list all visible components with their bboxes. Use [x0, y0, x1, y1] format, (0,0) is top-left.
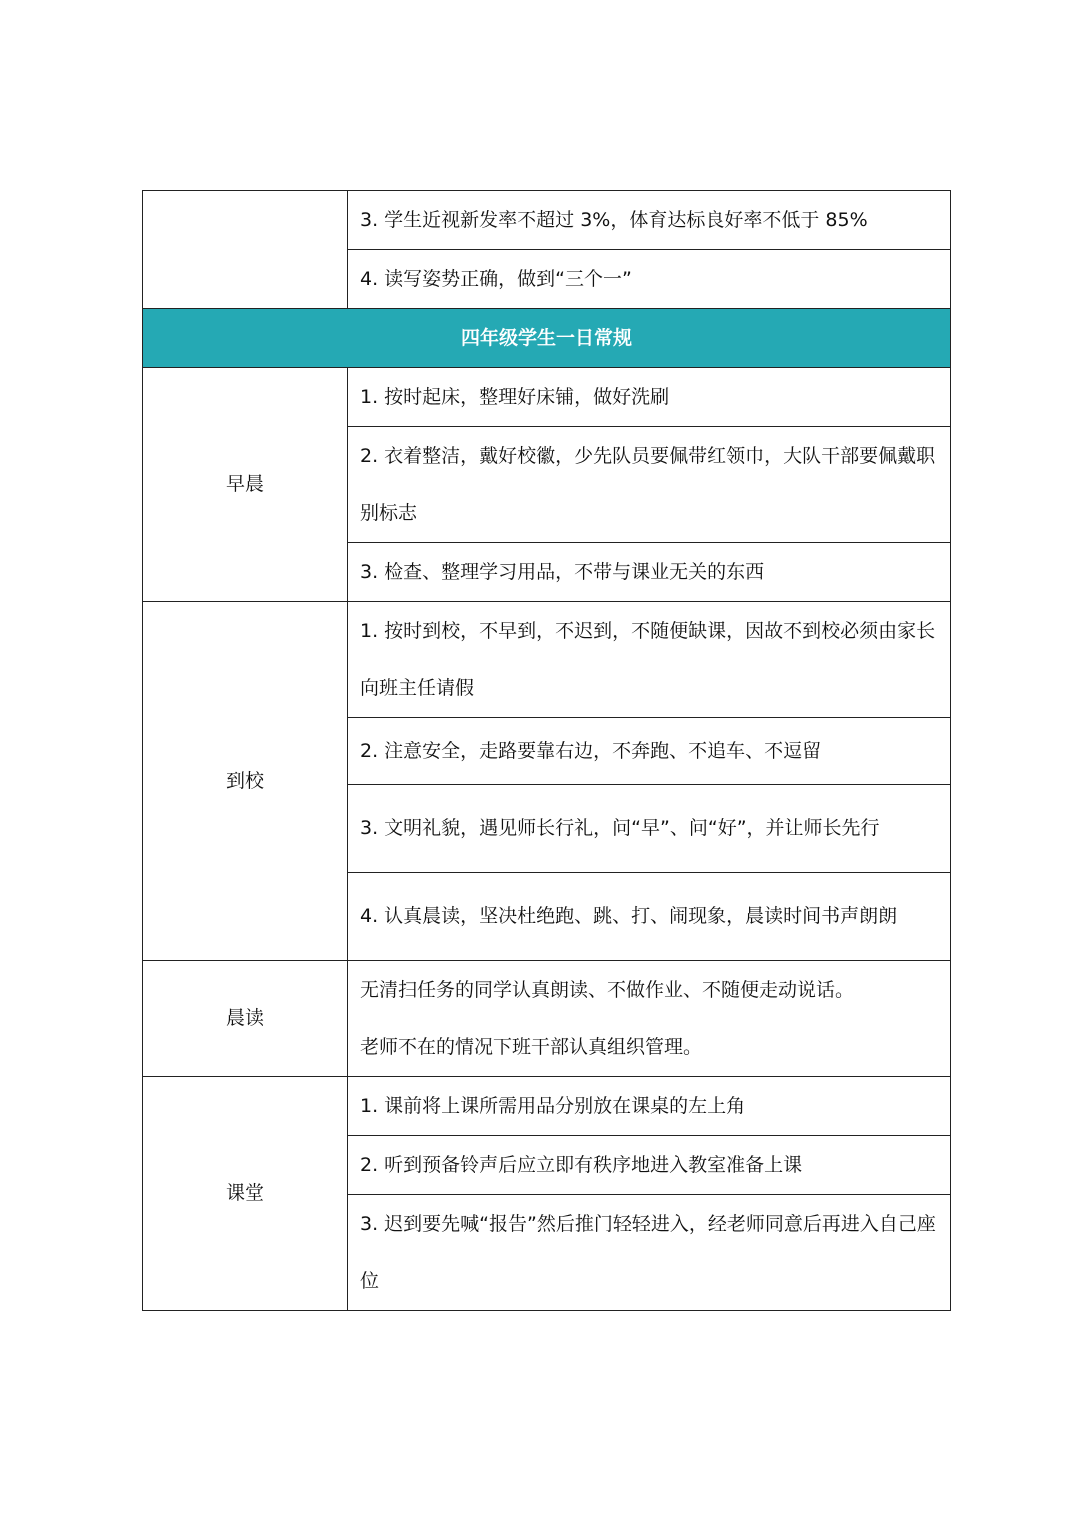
table-row [143, 368, 951, 427]
rule-item: 2. 衣着整洁，戴好校徽，少先队员要佩带红领巾，大队干部要佩戴职别标志 [348, 427, 951, 543]
rule-item: 2. 听到预备铃声后应立即有秩序地进入教室准备上课 [348, 1136, 951, 1195]
rule-item: 1. 课前将上课所需用品分别放在课桌的左上角 [348, 1077, 951, 1136]
table-row [143, 961, 951, 1077]
category-label-classroom: 课堂 [143, 1077, 348, 1311]
table-row [143, 191, 951, 250]
rule-item: 3. 检查、整理学习用品，不带与课业无关的东西 [348, 543, 951, 602]
regulations-table [142, 190, 951, 1311]
rule-item: 1. 按时到校，不早到，不迟到，不随便缺课，因故不到校必须由家长向班主任请假 [348, 602, 951, 718]
section-title: 四年级学生一日常规 [143, 309, 951, 368]
empty-label-cell [143, 191, 348, 309]
category-label-morning: 早晨 [143, 368, 348, 602]
rule-item: 2. 注意安全，走路要靠右边，不奔跑、不追车、不逗留 [348, 718, 951, 785]
rule-line: 老师不在的情况下班干部认真组织管理。 [360, 1035, 703, 1058]
rule-item: 4. 认真晨读，坚决杜绝跑、跳、打、闹现象，晨读时间书声朗朗 [348, 873, 951, 961]
section-header-row [143, 309, 951, 368]
category-label-arrival: 到校 [143, 602, 348, 961]
rule-item: 1. 按时起床，整理好床铺，做好洗刷 [348, 368, 951, 427]
table-row [143, 1077, 951, 1136]
rule-item: 4. 读写姿势正确，做到“三个一” [348, 250, 951, 309]
rule-item: 3. 迟到要先喊“报告”然后推门轻轻进入，经老师同意后再进入自己座位 [348, 1195, 951, 1311]
rule-line: 无清扫任务的同学认真朗读、不做作业、不随便走动说话。 [360, 978, 855, 1001]
rule-paragraph [348, 961, 951, 1077]
rule-item: 3. 学生近视新发率不超过 3%，体育达标良好率不低于 85% [348, 191, 951, 250]
table-row [143, 602, 951, 718]
category-label-morning-reading: 晨读 [143, 961, 348, 1077]
rule-item: 3. 文明礼貌，遇见师长行礼，问“早”、问“好”，并让师长先行 [348, 785, 951, 873]
